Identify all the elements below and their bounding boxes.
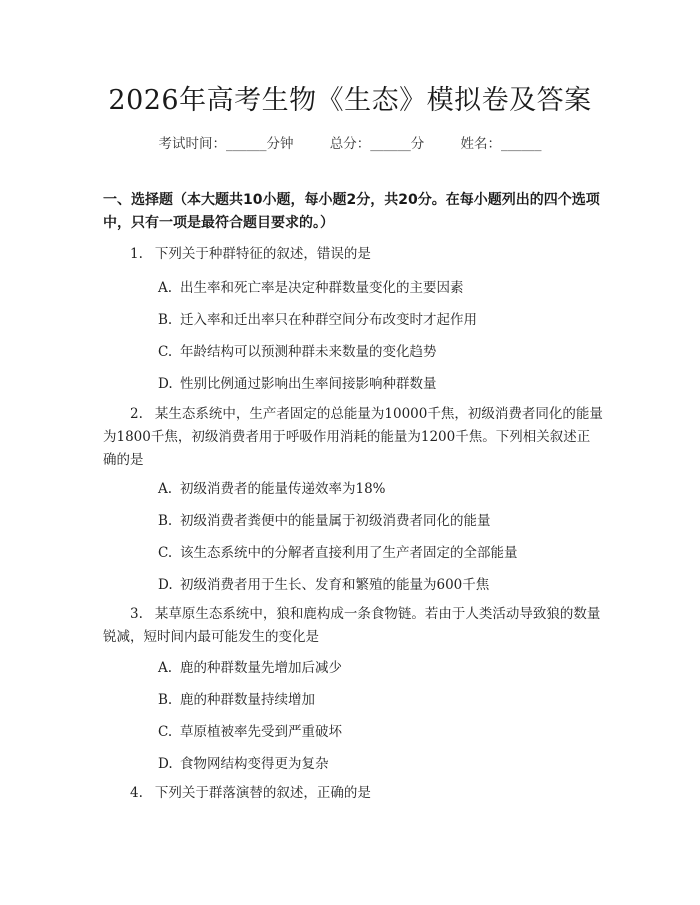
- option-letter: B.: [158, 312, 173, 328]
- page-title: 2026年高考生物《生态》模拟卷及答案: [108, 85, 592, 116]
- option-letter: C.: [158, 344, 173, 360]
- question-number: 3.: [130, 606, 143, 622]
- option-letter: B.: [158, 692, 173, 708]
- question-1-option-b: [158, 308, 477, 328]
- option-text: 初级消费者用于生长、发育和繁殖的能量为600千焦: [180, 577, 490, 593]
- option-text: 初级消费者的能量传递效率为18%: [180, 481, 386, 497]
- question-1-option-a: [158, 276, 464, 296]
- option-text: 初级消费者粪便中的能量属于初级消费者同化的能量: [180, 513, 491, 529]
- question-3-option-c: [158, 720, 342, 740]
- option-text: 迁入率和迁出率只在种群空间分布改变时才起作用: [180, 312, 477, 328]
- question-text: 下列关于群落演替的叙述，正确的是: [154, 785, 371, 801]
- question-3-stem: [103, 603, 603, 649]
- question-3-option-b: [158, 688, 315, 708]
- question-2-stem: [103, 403, 603, 472]
- question-number: 4.: [130, 785, 143, 801]
- option-letter: A.: [158, 481, 173, 497]
- question-text: 下列关于种群特征的叙述，错误的是: [154, 246, 371, 262]
- section-header: 一、选择题（本大题共10小题，每小题2分，共20分。在每小题列出的四个选项中，只有一项是最符合题目要求的。）: [103, 192, 600, 231]
- question-text: 某生态系统中，生产者固定的总能量为10000千焦，初级消费者同化的能量为1800千焦，初级消费者用于呼吸作用消耗的能量为1200千焦。下列相关叙述正确的是: [103, 406, 603, 468]
- exam-info-line: [0, 132, 700, 152]
- question-3-option-a: [158, 656, 342, 676]
- total-score-field: 总分：______分: [329, 136, 425, 152]
- question-2-option-d: [158, 573, 489, 593]
- option-text: 鹿的种群数量持续增加: [180, 692, 315, 708]
- option-text: 草原植被率先受到严重破坏: [180, 724, 342, 740]
- option-letter: D.: [158, 376, 173, 392]
- name-field: 姓名：______: [460, 136, 542, 152]
- option-letter: D.: [158, 577, 173, 593]
- question-2-option-a: [158, 477, 386, 497]
- question-number: 2.: [130, 406, 143, 422]
- option-text: 出生率和死亡率是决定种群数量变化的主要因素: [180, 280, 464, 296]
- option-text: 该生态系统中的分解者直接利用了生产者固定的全部能量: [180, 545, 518, 561]
- question-1-option-d: [158, 372, 437, 392]
- question-2-option-b: [158, 509, 491, 529]
- question-4-stem: [103, 782, 603, 805]
- question-1-stem: [103, 243, 603, 266]
- question-1-option-c: [158, 340, 437, 360]
- option-letter: A.: [158, 660, 173, 676]
- option-letter: C.: [158, 724, 173, 740]
- option-text: 食物网结构变得更为复杂: [180, 756, 329, 772]
- option-text: 鹿的种群数量先增加后减少: [180, 660, 342, 676]
- option-text: 年龄结构可以预测种群未来数量的变化趋势: [180, 344, 437, 360]
- option-letter: A.: [158, 280, 173, 296]
- question-text: 某草原生态系统中，狼和鹿构成一条食物链。若由于人类活动导致狼的数量锐减，短时间内最可能发生的变化是: [103, 606, 601, 645]
- option-letter: D.: [158, 756, 173, 772]
- option-text: 性别比例通过影响出生率间接影响种群数量: [180, 376, 437, 392]
- question-number: 1.: [130, 246, 143, 262]
- option-letter: C.: [158, 545, 173, 561]
- exam-time-field: 考试时间：______分钟: [158, 136, 294, 152]
- question-2-option-c: [158, 541, 518, 561]
- question-3-option-d: [158, 752, 329, 772]
- option-letter: B.: [158, 513, 173, 529]
